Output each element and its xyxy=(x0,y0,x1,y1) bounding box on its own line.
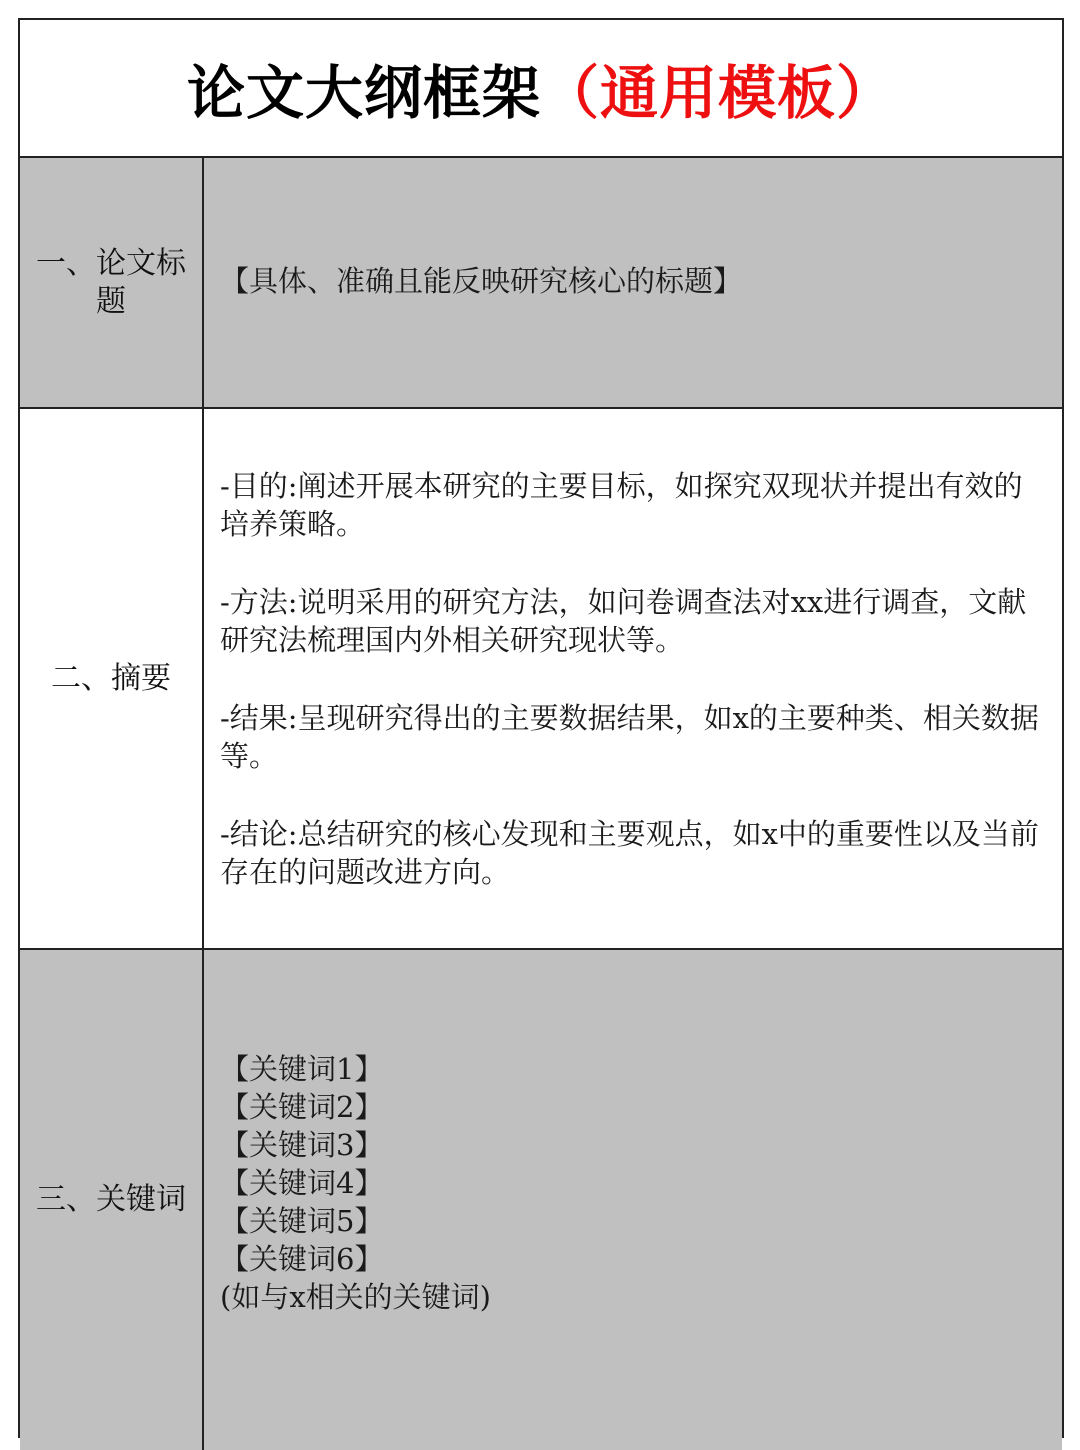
keyword-item: 【关键词2】 xyxy=(220,1090,384,1124)
keyword-item: 【关键词5】 xyxy=(220,1204,384,1238)
page-title-main: 论文大纲框架 xyxy=(186,59,541,127)
keyword-item: 【关键词3】 xyxy=(220,1128,384,1162)
keyword-item: 【关键词6】 xyxy=(220,1242,384,1276)
section-label-abstract: 二、摘要 xyxy=(20,409,204,948)
section-row-title xyxy=(20,158,1062,409)
abstract-conclusion: -结论:总结研究的核心发现和主要观点，如x中的重要性以及当前存在的问题改进方向。 xyxy=(220,817,1039,889)
outline-table xyxy=(18,18,1064,1438)
keyword-item: 【关键词4】 xyxy=(220,1166,384,1200)
section-content-title xyxy=(204,158,1062,407)
section-content-keywords xyxy=(204,950,1062,1450)
section-row-abstract xyxy=(20,409,1062,950)
title-placeholder-text: 【具体、准确且能反映研究核心的标题】 xyxy=(220,264,743,298)
section-label-keywords: 三、关键词 xyxy=(20,950,204,1450)
section-content-abstract xyxy=(204,409,1062,948)
page-title-accent: （通用模板） xyxy=(541,59,896,127)
abstract-method: -方法:说明采用的研究方法，如问卷调查法对xx进行调查，文献研究法梳理国内外相关研究现状等。 xyxy=(220,585,1027,657)
section-label-title: 一、论文标题 xyxy=(20,158,204,407)
title-row xyxy=(20,20,1062,158)
keyword-note: (如与x相关的关键词) xyxy=(220,1280,491,1314)
section-row-keywords xyxy=(20,950,1062,1450)
keyword-item: 【关键词1】 xyxy=(220,1052,384,1086)
abstract-result: -结果:呈现研究得出的主要数据结果，如x的主要种类、相关数据等。 xyxy=(220,701,1039,773)
page-title xyxy=(187,46,895,130)
abstract-purpose: -目的:阐述开展本研究的主要目标，如探究双现状并提出有效的培养策略。 xyxy=(220,469,1023,541)
